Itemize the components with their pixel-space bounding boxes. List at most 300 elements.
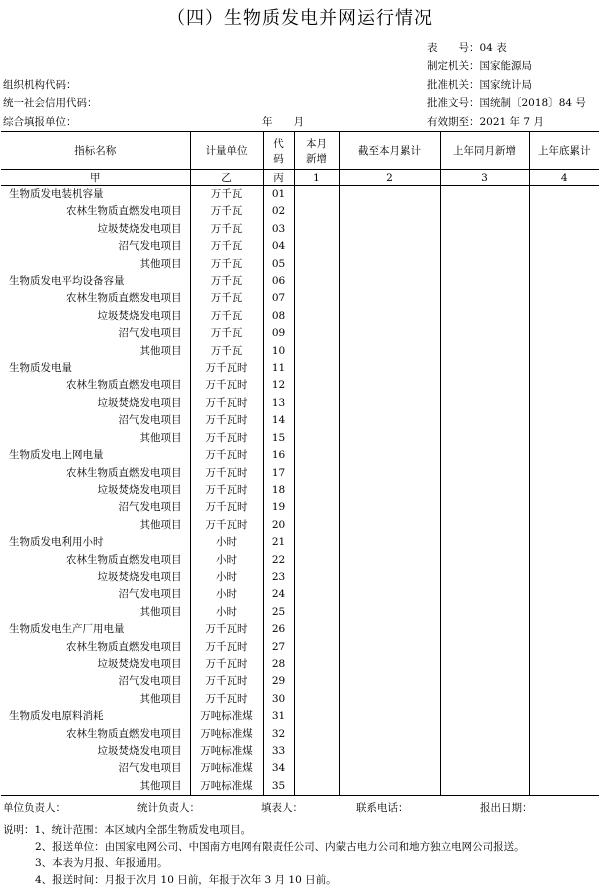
last-year-end-cell[interactable] xyxy=(529,586,599,603)
table-row xyxy=(1,273,599,290)
unit-cell: 万千瓦时 xyxy=(190,673,263,690)
col-index-name: 甲 xyxy=(1,170,190,186)
last-year-end-cell[interactable] xyxy=(529,325,599,342)
code-cell: 14 xyxy=(263,412,294,429)
code-cell: 20 xyxy=(263,517,294,534)
month-new-cell[interactable] xyxy=(294,621,339,638)
ytd-cell[interactable] xyxy=(339,465,440,482)
indicator-name: 沼气发电项目 xyxy=(1,238,190,255)
ytd-cell[interactable] xyxy=(339,534,440,551)
month-new-cell[interactable] xyxy=(294,760,339,777)
code-cell: 34 xyxy=(263,760,294,777)
indicator-name: 农林生物质直燃发电项目 xyxy=(1,552,190,569)
last-year-end-cell[interactable] xyxy=(529,343,599,360)
last-year-end-cell[interactable] xyxy=(529,778,599,796)
table-row xyxy=(1,465,599,482)
last-year-end-cell[interactable] xyxy=(529,656,599,673)
month-new-cell[interactable] xyxy=(294,499,339,516)
table-row xyxy=(1,708,599,725)
table-row xyxy=(1,325,599,342)
indicator-name: 其他项目 xyxy=(1,604,190,621)
note-item: 3、本表为月报、年报通用。 xyxy=(3,855,525,872)
month-new-cell[interactable] xyxy=(294,708,339,725)
note-item: 2、报送单位：由国家电网公司、中国南方电网有限责任公司、内蒙古电力公司和地方独立电网公司报送。 xyxy=(3,839,525,856)
ytd-cell[interactable] xyxy=(339,499,440,516)
unit-cell: 万千瓦时 xyxy=(190,430,263,447)
last-year-end-cell[interactable] xyxy=(529,360,599,377)
last-year-month-cell[interactable] xyxy=(440,343,529,360)
unit-cell: 万千瓦时 xyxy=(190,621,263,638)
month-new-cell[interactable] xyxy=(294,778,339,796)
unit-cell: 万千瓦时 xyxy=(190,360,263,377)
month-new-cell[interactable] xyxy=(294,552,339,569)
table-row xyxy=(1,343,599,360)
last-year-end-cell[interactable] xyxy=(529,604,599,621)
unit-cell: 万千瓦时 xyxy=(190,465,263,482)
ytd-cell[interactable] xyxy=(339,708,440,725)
unit-cell: 万千瓦 xyxy=(190,325,263,342)
col-index-code: 丙 xyxy=(263,170,294,186)
last-year-month-cell[interactable] xyxy=(440,569,529,586)
unit-cell: 万千瓦 xyxy=(190,203,263,220)
indicator-name: 垃圾焚烧发电项目 xyxy=(1,395,190,412)
month-new-cell[interactable] xyxy=(294,534,339,551)
code-cell: 26 xyxy=(263,621,294,638)
month-new-cell[interactable] xyxy=(294,308,339,325)
last-year-month-cell[interactable] xyxy=(440,743,529,760)
unit-cell: 万千瓦时 xyxy=(190,639,263,656)
unit-cell: 万千瓦时 xyxy=(190,691,263,708)
org-code-label: 组织机构代码： xyxy=(3,77,77,92)
unit-cell: 万吨标准煤 xyxy=(190,760,263,777)
last-year-end-cell[interactable] xyxy=(529,186,599,204)
unit-cell: 万千瓦 xyxy=(190,221,263,238)
code-cell: 01 xyxy=(263,186,294,204)
phone-label: 联系电话： xyxy=(356,800,409,815)
code-cell: 32 xyxy=(263,726,294,743)
last-year-end-cell[interactable] xyxy=(529,430,599,447)
code-cell: 29 xyxy=(263,673,294,690)
ytd-cell[interactable] xyxy=(339,377,440,394)
indicator-name: 沼气发电项目 xyxy=(1,586,190,603)
made-by: 制定机关：国家能源局 xyxy=(427,58,532,73)
col-header-unit: 计量单位 xyxy=(190,132,263,170)
code-cell: 27 xyxy=(263,639,294,656)
col-header-code: 代 码 xyxy=(263,132,294,170)
ytd-cell[interactable] xyxy=(339,238,440,255)
table-row xyxy=(1,691,599,708)
code-cell: 04 xyxy=(263,238,294,255)
indicator-name: 垃圾焚烧发电项目 xyxy=(1,482,190,499)
last-year-month-cell[interactable] xyxy=(440,726,529,743)
notes xyxy=(3,822,525,888)
col-header-ytd: 截至本月累计 xyxy=(339,132,440,170)
last-year-end-cell[interactable] xyxy=(529,499,599,516)
unit-cell: 万千瓦时 xyxy=(190,656,263,673)
table-row xyxy=(1,203,599,220)
ytd-cell[interactable] xyxy=(339,447,440,464)
code-cell: 13 xyxy=(263,395,294,412)
ytd-cell[interactable] xyxy=(339,290,440,307)
col-header-last-year-end: 上年底累计 xyxy=(529,132,599,170)
last-year-end-cell[interactable] xyxy=(529,743,599,760)
last-year-end-cell[interactable] xyxy=(529,726,599,743)
last-year-month-cell[interactable] xyxy=(440,465,529,482)
table-row xyxy=(1,377,599,394)
last-year-month-cell[interactable] xyxy=(440,238,529,255)
last-year-month-cell[interactable] xyxy=(440,273,529,290)
last-year-end-cell[interactable] xyxy=(529,517,599,534)
unit-cell: 小时 xyxy=(190,586,263,603)
note-item: 4、报送时间：月报于次月 10 日前，年报于次年 3 月 10 日前。 xyxy=(3,872,525,888)
col-index-2: 2 xyxy=(339,170,440,186)
table-row xyxy=(1,395,599,412)
month-new-cell[interactable] xyxy=(294,343,339,360)
report-period: 年 月 xyxy=(262,114,304,129)
last-year-month-cell[interactable] xyxy=(440,552,529,569)
ytd-cell[interactable] xyxy=(339,691,440,708)
code-cell: 33 xyxy=(263,743,294,760)
last-year-month-cell[interactable] xyxy=(440,203,529,220)
last-year-end-cell[interactable] xyxy=(529,569,599,586)
approval-number: 批准文号：国统制〔2018〕84 号 xyxy=(427,95,586,110)
last-year-month-cell[interactable] xyxy=(440,308,529,325)
ytd-cell[interactable] xyxy=(339,760,440,777)
code-cell: 31 xyxy=(263,708,294,725)
last-year-end-cell[interactable] xyxy=(529,708,599,725)
last-year-month-cell[interactable] xyxy=(440,691,529,708)
last-year-month-cell[interactable] xyxy=(440,760,529,777)
last-year-month-cell[interactable] xyxy=(440,412,529,429)
last-year-end-cell[interactable] xyxy=(529,482,599,499)
indicator-name: 农林生物质直燃发电项目 xyxy=(1,203,190,220)
form-number: 表 号：04 表 xyxy=(427,40,507,55)
month-new-cell[interactable] xyxy=(294,604,339,621)
table-row xyxy=(1,726,599,743)
ytd-cell[interactable] xyxy=(339,430,440,447)
last-year-month-cell[interactable] xyxy=(440,621,529,638)
valid-until: 有效期至：2021 年 7 月 xyxy=(427,114,544,129)
last-year-month-cell[interactable] xyxy=(440,656,529,673)
last-year-month-cell[interactable] xyxy=(440,517,529,534)
last-year-end-cell[interactable] xyxy=(529,760,599,777)
code-cell: 17 xyxy=(263,465,294,482)
last-year-month-cell[interactable] xyxy=(440,499,529,516)
unit-cell: 万千瓦 xyxy=(190,308,263,325)
last-year-end-cell[interactable] xyxy=(529,395,599,412)
unit-cell: 万千瓦时 xyxy=(190,517,263,534)
ytd-cell[interactable] xyxy=(339,203,440,220)
last-year-month-cell[interactable] xyxy=(440,673,529,690)
table-row xyxy=(1,517,599,534)
ytd-cell[interactable] xyxy=(339,308,440,325)
unit-cell: 万千瓦 xyxy=(190,238,263,255)
month-new-cell[interactable] xyxy=(294,203,339,220)
last-year-end-cell[interactable] xyxy=(529,221,599,238)
ytd-cell[interactable] xyxy=(339,639,440,656)
indicator-name: 其他项目 xyxy=(1,430,190,447)
ytd-cell[interactable] xyxy=(339,656,440,673)
unit-cell: 万千瓦时 xyxy=(190,395,263,412)
code-cell: 22 xyxy=(263,552,294,569)
ytd-cell[interactable] xyxy=(339,412,440,429)
ytd-cell[interactable] xyxy=(339,256,440,273)
code-cell: 23 xyxy=(263,569,294,586)
last-year-end-cell[interactable] xyxy=(529,290,599,307)
indicator-name: 垃圾焚烧发电项目 xyxy=(1,743,190,760)
month-new-cell[interactable] xyxy=(294,656,339,673)
code-cell: 24 xyxy=(263,586,294,603)
month-new-cell[interactable] xyxy=(294,238,339,255)
unit-cell: 小时 xyxy=(190,552,263,569)
last-year-end-cell[interactable] xyxy=(529,238,599,255)
indicator-name: 垃圾焚烧发电项目 xyxy=(1,308,190,325)
indicator-name: 农林生物质直燃发电项目 xyxy=(1,726,190,743)
ytd-cell[interactable] xyxy=(339,273,440,290)
month-new-cell[interactable] xyxy=(294,517,339,534)
ytd-cell[interactable] xyxy=(339,517,440,534)
last-year-month-cell[interactable] xyxy=(440,430,529,447)
page-title: （四）生物质发电并网运行情况 xyxy=(0,4,600,30)
month-new-cell[interactable] xyxy=(294,221,339,238)
last-year-month-cell[interactable] xyxy=(440,290,529,307)
indicator-name: 生物质发电平均设备容量 xyxy=(1,273,190,290)
last-year-end-cell[interactable] xyxy=(529,639,599,656)
last-year-end-cell[interactable] xyxy=(529,412,599,429)
table-row xyxy=(1,534,599,551)
last-year-end-cell[interactable] xyxy=(529,447,599,464)
ytd-cell[interactable] xyxy=(339,343,440,360)
code-cell: 09 xyxy=(263,325,294,342)
last-year-end-cell[interactable] xyxy=(529,691,599,708)
ytd-cell[interactable] xyxy=(339,604,440,621)
table-row xyxy=(1,412,599,429)
table-row xyxy=(1,308,599,325)
ytd-cell[interactable] xyxy=(339,186,440,204)
month-new-cell[interactable] xyxy=(294,586,339,603)
credit-code-label: 统一社会信用代码： xyxy=(3,95,98,110)
ytd-cell[interactable] xyxy=(339,552,440,569)
last-year-month-cell[interactable] xyxy=(440,256,529,273)
unit-cell: 万千瓦 xyxy=(190,290,263,307)
month-new-cell[interactable] xyxy=(294,569,339,586)
last-year-month-cell[interactable] xyxy=(440,639,529,656)
ytd-cell[interactable] xyxy=(339,586,440,603)
month-new-cell[interactable] xyxy=(294,639,339,656)
month-new-cell[interactable] xyxy=(294,377,339,394)
indicator-name: 沼气发电项目 xyxy=(1,412,190,429)
table-row xyxy=(1,552,599,569)
month-new-cell[interactable] xyxy=(294,412,339,429)
indicator-name: 生物质发电装机容量 xyxy=(1,186,190,204)
col-header-name: 指标名称 xyxy=(1,132,190,170)
col-index-1: 1 xyxy=(294,170,339,186)
table-row xyxy=(1,760,599,777)
ytd-cell[interactable] xyxy=(339,482,440,499)
month-new-cell[interactable] xyxy=(294,726,339,743)
unit-cell: 万千瓦时 xyxy=(190,499,263,516)
unit-cell: 万千瓦 xyxy=(190,343,263,360)
last-year-month-cell[interactable] xyxy=(440,534,529,551)
last-year-end-cell[interactable] xyxy=(529,465,599,482)
code-cell: 18 xyxy=(263,482,294,499)
month-new-cell[interactable] xyxy=(294,256,339,273)
last-year-end-cell[interactable] xyxy=(529,203,599,220)
ytd-cell[interactable] xyxy=(339,395,440,412)
table-row xyxy=(1,447,599,464)
last-year-month-cell[interactable] xyxy=(440,586,529,603)
table-row xyxy=(1,256,599,273)
last-year-month-cell[interactable] xyxy=(440,778,529,796)
indicator-name: 农林生物质直燃发电项目 xyxy=(1,465,190,482)
last-year-month-cell[interactable] xyxy=(440,360,529,377)
month-new-cell[interactable] xyxy=(294,447,339,464)
code-cell: 06 xyxy=(263,273,294,290)
last-year-month-cell[interactable] xyxy=(440,186,529,204)
indicator-name: 农林生物质直燃发电项目 xyxy=(1,639,190,656)
note-item: 说明：1、统计范围：本区域内全部生物质发电项目。 xyxy=(3,822,525,839)
indicator-name: 沼气发电项目 xyxy=(1,499,190,516)
last-year-month-cell[interactable] xyxy=(440,377,529,394)
indicator-name: 生物质发电量 xyxy=(1,360,190,377)
month-new-cell[interactable] xyxy=(294,186,339,204)
table-row xyxy=(1,569,599,586)
code-cell: 16 xyxy=(263,447,294,464)
last-year-end-cell[interactable] xyxy=(529,377,599,394)
col-index-4: 4 xyxy=(529,170,599,186)
table-row xyxy=(1,238,599,255)
unit-cell: 万吨标准煤 xyxy=(190,778,263,796)
table-row xyxy=(1,743,599,760)
last-year-end-cell[interactable] xyxy=(529,308,599,325)
last-year-end-cell[interactable] xyxy=(529,673,599,690)
ytd-cell[interactable] xyxy=(339,569,440,586)
ytd-cell[interactable] xyxy=(339,360,440,377)
ytd-cell[interactable] xyxy=(339,621,440,638)
month-new-cell[interactable] xyxy=(294,430,339,447)
report-table xyxy=(1,131,599,796)
table-row xyxy=(1,673,599,690)
indicator-name: 其他项目 xyxy=(1,256,190,273)
unit-cell: 小时 xyxy=(190,569,263,586)
indicator-name: 其他项目 xyxy=(1,517,190,534)
month-new-cell[interactable] xyxy=(294,482,339,499)
unit-cell: 万千瓦 xyxy=(190,273,263,290)
code-cell: 25 xyxy=(263,604,294,621)
unit-cell: 万千瓦 xyxy=(190,186,263,204)
last-year-month-cell[interactable] xyxy=(440,325,529,342)
table-row xyxy=(1,778,599,796)
col-header-month-new: 本月 新增 xyxy=(294,132,339,170)
month-new-cell[interactable] xyxy=(294,395,339,412)
month-new-cell[interactable] xyxy=(294,673,339,690)
ytd-cell[interactable] xyxy=(339,726,440,743)
approved-by: 批准机关：国家统计局 xyxy=(427,77,532,92)
indicator-name: 垃圾焚烧发电项目 xyxy=(1,656,190,673)
table-row xyxy=(1,621,599,638)
unit-head-label: 单位负责人： xyxy=(3,800,66,815)
unit-cell: 万吨标准煤 xyxy=(190,743,263,760)
ytd-cell[interactable] xyxy=(339,743,440,760)
indicator-name: 生物质发电生产厂用电量 xyxy=(1,621,190,638)
ytd-cell[interactable] xyxy=(339,673,440,690)
indicator-name: 生物质发电原料消耗 xyxy=(1,708,190,725)
unit-cell: 小时 xyxy=(190,534,263,551)
last-year-month-cell[interactable] xyxy=(440,221,529,238)
indicator-name: 垃圾焚烧发电项目 xyxy=(1,569,190,586)
code-cell: 11 xyxy=(263,360,294,377)
code-cell: 19 xyxy=(263,499,294,516)
month-new-cell[interactable] xyxy=(294,325,339,342)
month-new-cell[interactable] xyxy=(294,273,339,290)
unit-cell: 小时 xyxy=(190,604,263,621)
code-cell: 30 xyxy=(263,691,294,708)
last-year-month-cell[interactable] xyxy=(440,447,529,464)
indicator-name: 其他项目 xyxy=(1,343,190,360)
indicator-name: 垃圾焚烧发电项目 xyxy=(1,221,190,238)
table-row xyxy=(1,186,599,204)
table-row xyxy=(1,430,599,447)
last-year-month-cell[interactable] xyxy=(440,395,529,412)
last-year-end-cell[interactable] xyxy=(529,534,599,551)
ytd-cell[interactable] xyxy=(339,778,440,796)
indicator-name: 生物质发电利用小时 xyxy=(1,534,190,551)
code-cell: 21 xyxy=(263,534,294,551)
last-year-month-cell[interactable] xyxy=(440,708,529,725)
month-new-cell[interactable] xyxy=(294,465,339,482)
code-cell: 05 xyxy=(263,256,294,273)
unit-cell: 万千瓦时 xyxy=(190,482,263,499)
table-row xyxy=(1,360,599,377)
table-row xyxy=(1,221,599,238)
code-cell: 07 xyxy=(263,290,294,307)
indicator-name: 农林生物质直燃发电项目 xyxy=(1,290,190,307)
ytd-cell[interactable] xyxy=(339,325,440,342)
indicator-name: 沼气发电项目 xyxy=(1,760,190,777)
code-cell: 15 xyxy=(263,430,294,447)
col-header-last-year-month: 上年同月新增 xyxy=(440,132,529,170)
last-year-end-cell[interactable] xyxy=(529,256,599,273)
code-cell: 08 xyxy=(263,308,294,325)
last-year-end-cell[interactable] xyxy=(529,273,599,290)
signature-line xyxy=(3,800,599,814)
ytd-cell[interactable] xyxy=(339,221,440,238)
table-row xyxy=(1,290,599,307)
last-year-month-cell[interactable] xyxy=(440,482,529,499)
filler-label: 填表人： xyxy=(261,800,303,815)
table-row xyxy=(1,656,599,673)
month-new-cell[interactable] xyxy=(294,360,339,377)
unit-cell: 万千瓦时 xyxy=(190,412,263,429)
table-row xyxy=(1,482,599,499)
unit-cell: 万吨标准煤 xyxy=(190,726,263,743)
last-year-end-cell[interactable] xyxy=(529,621,599,638)
indicator-name: 农林生物质直燃发电项目 xyxy=(1,377,190,394)
indicator-name: 沼气发电项目 xyxy=(1,673,190,690)
unit-cell: 万千瓦时 xyxy=(190,377,263,394)
month-new-cell[interactable] xyxy=(294,290,339,307)
last-year-month-cell[interactable] xyxy=(440,604,529,621)
table-row xyxy=(1,499,599,516)
month-new-cell[interactable] xyxy=(294,691,339,708)
stat-head-label: 统计负责人： xyxy=(137,800,200,815)
reporting-unit-label: 综合填报单位： xyxy=(3,114,77,129)
table-row xyxy=(1,586,599,603)
last-year-end-cell[interactable] xyxy=(529,552,599,569)
unit-cell: 万吨标准煤 xyxy=(190,708,263,725)
report-date-label: 报出日期： xyxy=(480,800,533,815)
month-new-cell[interactable] xyxy=(294,743,339,760)
